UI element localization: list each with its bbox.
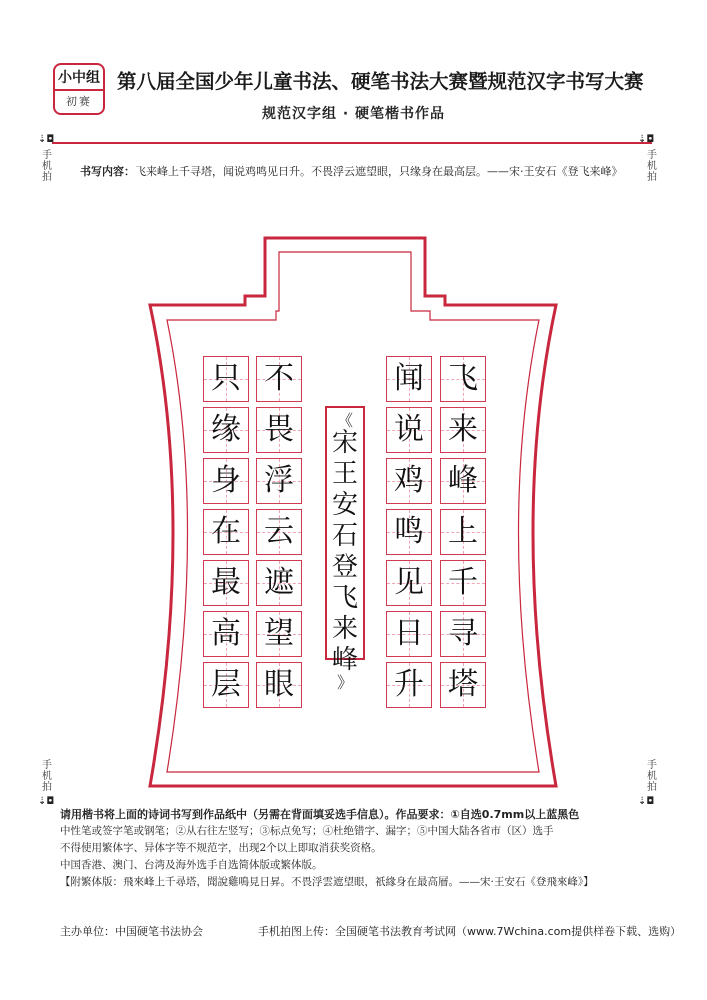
- grid-cell: 升: [386, 662, 432, 708]
- grid-cell: 缘: [203, 407, 249, 453]
- footer-upload: 手机拍图上传：全国硬笔书法教育考试网（www.7Wchina.com提供样卷下载、选购）: [258, 925, 682, 938]
- instructions-line-1: 请用楷书将上面的诗词书写到作品纸中（另需在背面填妥选手信息）。作品要求：①自选0.7mm以上蓝黑色: [60, 808, 580, 821]
- grid-cell: 来: [440, 407, 486, 453]
- grid-cell: 在: [203, 509, 249, 555]
- instructions-line-4: 中国香港、澳门、台湾及海外选手自选简体版或繁体版。: [60, 859, 323, 871]
- grid-cell: 飞: [440, 356, 486, 402]
- grid-cell: 寻: [440, 611, 486, 657]
- grid-cell: 浮: [256, 458, 302, 504]
- grid-cell: 峰: [440, 458, 486, 504]
- grid-cell: 见: [386, 560, 432, 606]
- badge-group: 小中组: [55, 65, 103, 91]
- phone-label-bottom-right: 手机拍: [647, 760, 657, 793]
- grid-cell: 不: [256, 356, 302, 402]
- grid-cell: 日: [386, 611, 432, 657]
- phone-label-top-right: 手机拍: [647, 150, 657, 183]
- grid-cell: 高: [203, 611, 249, 657]
- grid-cell: 鸣: [386, 509, 432, 555]
- badge-stage: 初赛: [66, 95, 92, 108]
- grid-cell: 畏: [256, 407, 302, 453]
- instructions: [60, 806, 650, 891]
- camera-icon-top-left: ⇣◘: [38, 134, 55, 145]
- phone-label-top-left: 手机拍: [42, 150, 52, 183]
- grid-cell: 闻: [386, 356, 432, 402]
- grid-cell: 千: [440, 560, 486, 606]
- page-title: 第八届全国少年儿童书法、硬笔书法大赛暨规范汉字书写大赛: [117, 70, 644, 93]
- instructions-line-5: 【附繁体版：飛來峰上千尋塔，聞說雞鳴見日昇。不畏浮雲遮望眼，祇緣身在最高層。——宋·王安石《登飛來峰》】: [60, 876, 594, 888]
- instructions-line-3: 不得使用繁体字、异体字等不规范字，出现2个以上即取消获奖资格。: [60, 842, 382, 854]
- footer-organizer: 主办单位：中国硬笔书法协会: [60, 925, 203, 938]
- grid-cell: 遮: [256, 560, 302, 606]
- camera-icon-bottom-right: ⇣◘: [638, 796, 655, 807]
- grid-cell: 身: [203, 458, 249, 504]
- content-text: 飞来峰上千寻塔，闻说鸡鸣见日升。不畏浮云遮望眼，只缘身在最高层。——宋·王安石《登飞来峰》: [135, 165, 623, 178]
- grid-cell: 望: [256, 611, 302, 657]
- grid-cell: 说: [386, 407, 432, 453]
- signature-column: [325, 406, 365, 692]
- grid-cell: 只: [203, 356, 249, 402]
- page-subtitle: 规范汉字组 · 硬笔楷书作品: [261, 106, 446, 122]
- grid-cell: 鸡: [386, 458, 432, 504]
- signature-text: 《 宋 王 安 石 登 飞 来 峰 》: [331, 411, 358, 692]
- phone-label-bottom-left: 手机拍: [42, 760, 52, 793]
- content-label: 书写内容：: [80, 165, 135, 178]
- grid-cell: 层: [203, 662, 249, 708]
- instructions-line-2: 中性笔或签字笔或钢笔；②从右往左竖写；③标点免写；④杜绝错字、漏字；⑤中国大陆各省市（区）选手: [60, 825, 554, 837]
- grid-cell: 眼: [256, 662, 302, 708]
- grid-cell: 云: [256, 509, 302, 555]
- grid-cell: 最: [203, 560, 249, 606]
- camera-icon-top-right: ⇣◘: [638, 134, 655, 145]
- grid-cell: 上: [440, 509, 486, 555]
- camera-icon-bottom-left: ⇣◘: [38, 796, 55, 807]
- grid-cell: 塔: [440, 662, 486, 708]
